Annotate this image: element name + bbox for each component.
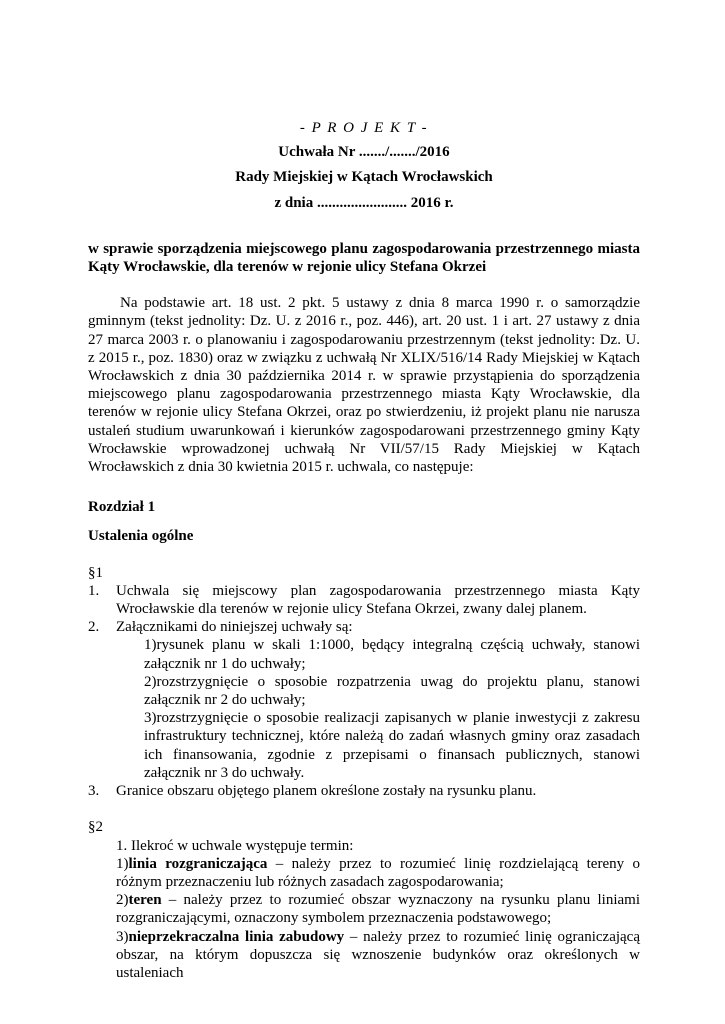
list-text: Granice obszaru objętego planem określone zostały na rysunku planu. — [116, 783, 537, 800]
list-text: Uchwala się miejscowy plan zagospodarowania przestrzennego miasta Kąty Wrocławskie dla terenów w rejonie ulicy Stefana Okrzei, zwany dalej planem. — [116, 582, 640, 618]
definition-term: nieprzekraczalna linia zabudowy — [128, 928, 345, 945]
list-number: 3. — [88, 783, 100, 800]
chapter-heading: Rozdział 1 — [88, 499, 156, 516]
section-1-list — [88, 582, 640, 800]
definition-1 — [88, 855, 640, 891]
definition-2 — [88, 891, 640, 927]
definition-term: linia rozgraniczająca — [128, 855, 268, 872]
attachment-3: 3)rozstrzygnięcie o sposobie realizacji zapisanych w planie inwestycji z zakresu infrastruktury technicznej, które należą do zadań własnych gminy oraz zasadach ich finansowania, zgodnie z przepisami o finansach publicznych, stanowi załącznik nr 3 do uchwały. — [144, 710, 640, 781]
projekt-label: - P R O J E K T - — [299, 120, 429, 136]
document-page — [88, 119, 640, 982]
list-number: 2. — [88, 619, 100, 636]
definition-number: 3) — [116, 928, 129, 945]
section-2-intro: 1. Ilekroć w uchwale występuje termin: — [116, 837, 354, 854]
preamble: Na podstawie art. 18 ust. 2 pkt. 5 ustawy z dnia 8 marca 1990 r. o samorządzie gminnym (tekst jednolity: Dz. U. z 2016 r., poz. 446), art. 20 ust. 1 i art. 27 ustawy z dnia 27 marca 2003 r. o planowaniu i zagospodarowaniu przestrzennym (tekst jednolity: Dz. U. z 2015 r., poz. 1830) oraz w związku z uchwałą Nr XLIX/516/14 Rady Miejskiej w Kątach Wrocławskich z dnia 30 października 2014 r. w sprawie przystąpienia do sporządzenia miejscowego planu zagospodarowania przestrzennego miasta Kąty Wrocławskie, dla terenów w rejonie ulicy Stefana Okrzei, oraz po stwierdzeniu, iż projekt planu nie narusza ustaleń studium uwarunkowań i kierunków zagospodarowani przestrzennego gminy Kąty Wrocławskie wprowadzonej uchwałą Nr VII/57/15 Rady Miejskiej w Kątach Wrocławskich z dnia 30 kwietnia 2015 r. uchwala, co następuje: — [88, 295, 640, 476]
attachment-1: 1)rysunek planu w skali 1:1000, będący integralną częścią uchwały, stanowi załącznik nr 1 do uchwały; — [144, 637, 640, 672]
list-item — [88, 582, 640, 618]
definition-term: teren — [128, 892, 162, 909]
list-item — [88, 618, 640, 782]
attachment-2: 2)rozstrzygnięcie o sposobie rozpatrzenia uwag do projektu planu, stanowi załącznik nr 2 do uchwały; — [144, 673, 640, 709]
definition-number: 2) — [116, 892, 129, 909]
list-number: 1. — [88, 582, 100, 599]
section-1-label: §1 — [88, 564, 103, 581]
definition-text: – należy przez to rozumieć linię ograniczającą obszar, na którym dopuszcza się wznoszenie budynków oraz określonych w ustaleniach — [116, 928, 640, 981]
chapter-title: Ustalenia ogólne — [88, 528, 194, 545]
list-text: Załącznikami do niniejszej uchwały są: — [116, 619, 353, 636]
council-name: Rady Miejskiej w Kątach Wrocławskich — [235, 169, 493, 186]
definition-text: – należy przez to rozumieć obszar wyznaczony na rysunku planu liniami rozgraniczającymi, oznaczony symbolem przeznaczenia podstawowego; — [116, 892, 640, 927]
resolution-date: z dnia ........................ 2016 r. — [274, 194, 454, 211]
list-item — [88, 782, 640, 800]
definition-text: – należy przez to rozumieć linię rozdzielającą tereny o różnym przeznaczeniu lub różnych zasadach zagospodarowania; — [116, 855, 640, 890]
section-2-label: §2 — [88, 819, 103, 836]
definition-3 — [88, 928, 640, 983]
resolution-number: Uchwała Nr ......./......./2016 — [278, 144, 450, 161]
definition-number: 1) — [116, 855, 129, 872]
resolution-subject: w sprawie sporządzenia miejscowego planu zagospodarowania przestrzennego miasta Kąty Wrocławskie, dla terenów w rejonie ulicy Stefana Okrzei — [88, 240, 640, 276]
